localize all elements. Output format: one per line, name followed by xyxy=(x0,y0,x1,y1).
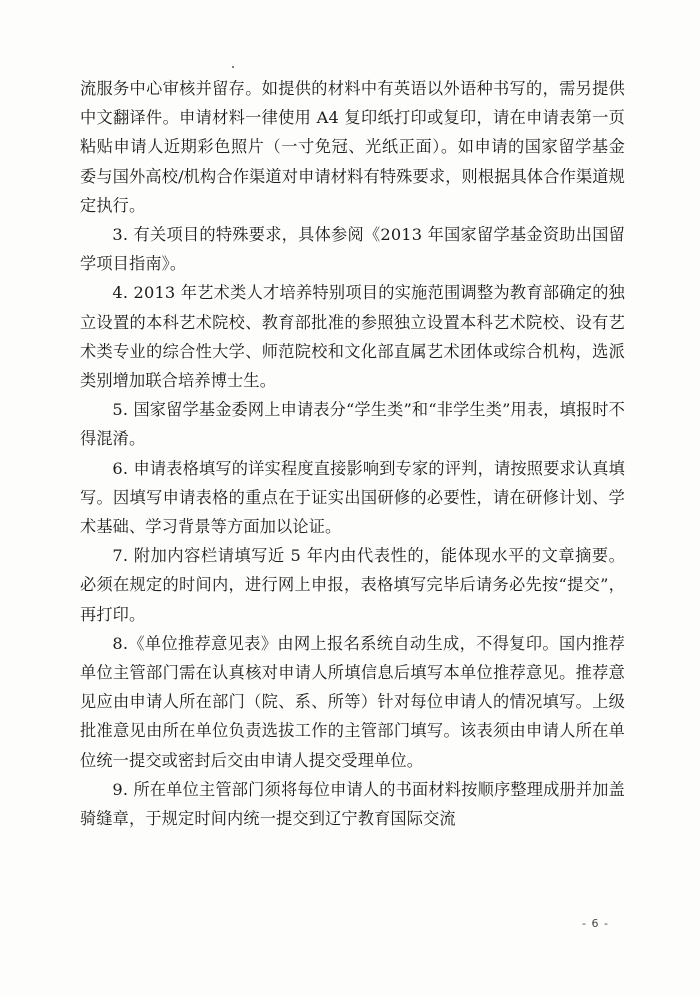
page-number: - 6 - xyxy=(582,917,609,930)
paragraph-item-8: 8.《单位推荐意见表》由网上报名系统自动生成，不得复印。国内推荐单位主管部门需在认真核对申请人所填信息后填写本单位推荐意见。推荐意见应由申请人所在部门（院、系、所等）针对每位申请人的情况填写。上级批准意见由所在单位负责选拔工作的主管部门填写。该表须由申请人所在单位统一提交或密封后交由申请人提交受理单位。 xyxy=(80,633,625,770)
scan-speck xyxy=(232,66,234,68)
document-body xyxy=(80,74,625,833)
paragraph-continuation: 流服务中心审核并留存。如提供的材料中有英语以外语种书写的，需另提供中文翻译件。申请材料一律使用 A4 复印纸打印或复印，请在申请表第一页粘贴申请人近期彩色照片（一寸免冠、光纸正面）。如申请的国家留学基金委与国外高校/机构合作渠道对申请材料有特殊要求，则根据具体合作渠道规定执行。 xyxy=(80,79,625,215)
paragraph-item-7: 7. 附加内容栏请填写近 5 年内由代表性的，能体现水平的文章摘要。必须在规定的时间内，进行网上申报，表格填写完毕后请务必先按“提交”，再打印。 xyxy=(80,546,625,624)
paragraph-item-9: 9. 所在单位主管部门须将每位申请人的书面材料按顺序整理成册并加盖骑缝章，于规定时间内统一提交到辽宁教育国际交流 xyxy=(80,779,625,829)
paragraph-item-4: 4. 2013 年艺术类人才培养特别项目的实施范围调整为教育部确定的独立设置的本科艺术院校、教育部批准的参照独立设置本科艺术院校、设有艺术类专业的综合性大学、师范院校和文化部直属艺术团体或综合机构，选派类别增加联合培养博士生。 xyxy=(80,283,625,391)
paragraph-item-3: 3. 有关项目的特殊要求，具体参阅《2013 年国家留学基金资助出国留学项目指南》。 xyxy=(80,225,625,274)
paragraph-item-6: 6. 申请表格填写的详实程度直接影响到专家的评判，请按照要求认真填写。因填写申请表格的重点在于证实出国研修的必要性，请在研修计划、学术基础、学习背景等方面加以论证。 xyxy=(80,458,625,537)
paragraph-item-5: 5. 国家留学基金委网上申请表分“学生类”和“非学生类”用表，填报时不得混淆。 xyxy=(80,400,625,449)
